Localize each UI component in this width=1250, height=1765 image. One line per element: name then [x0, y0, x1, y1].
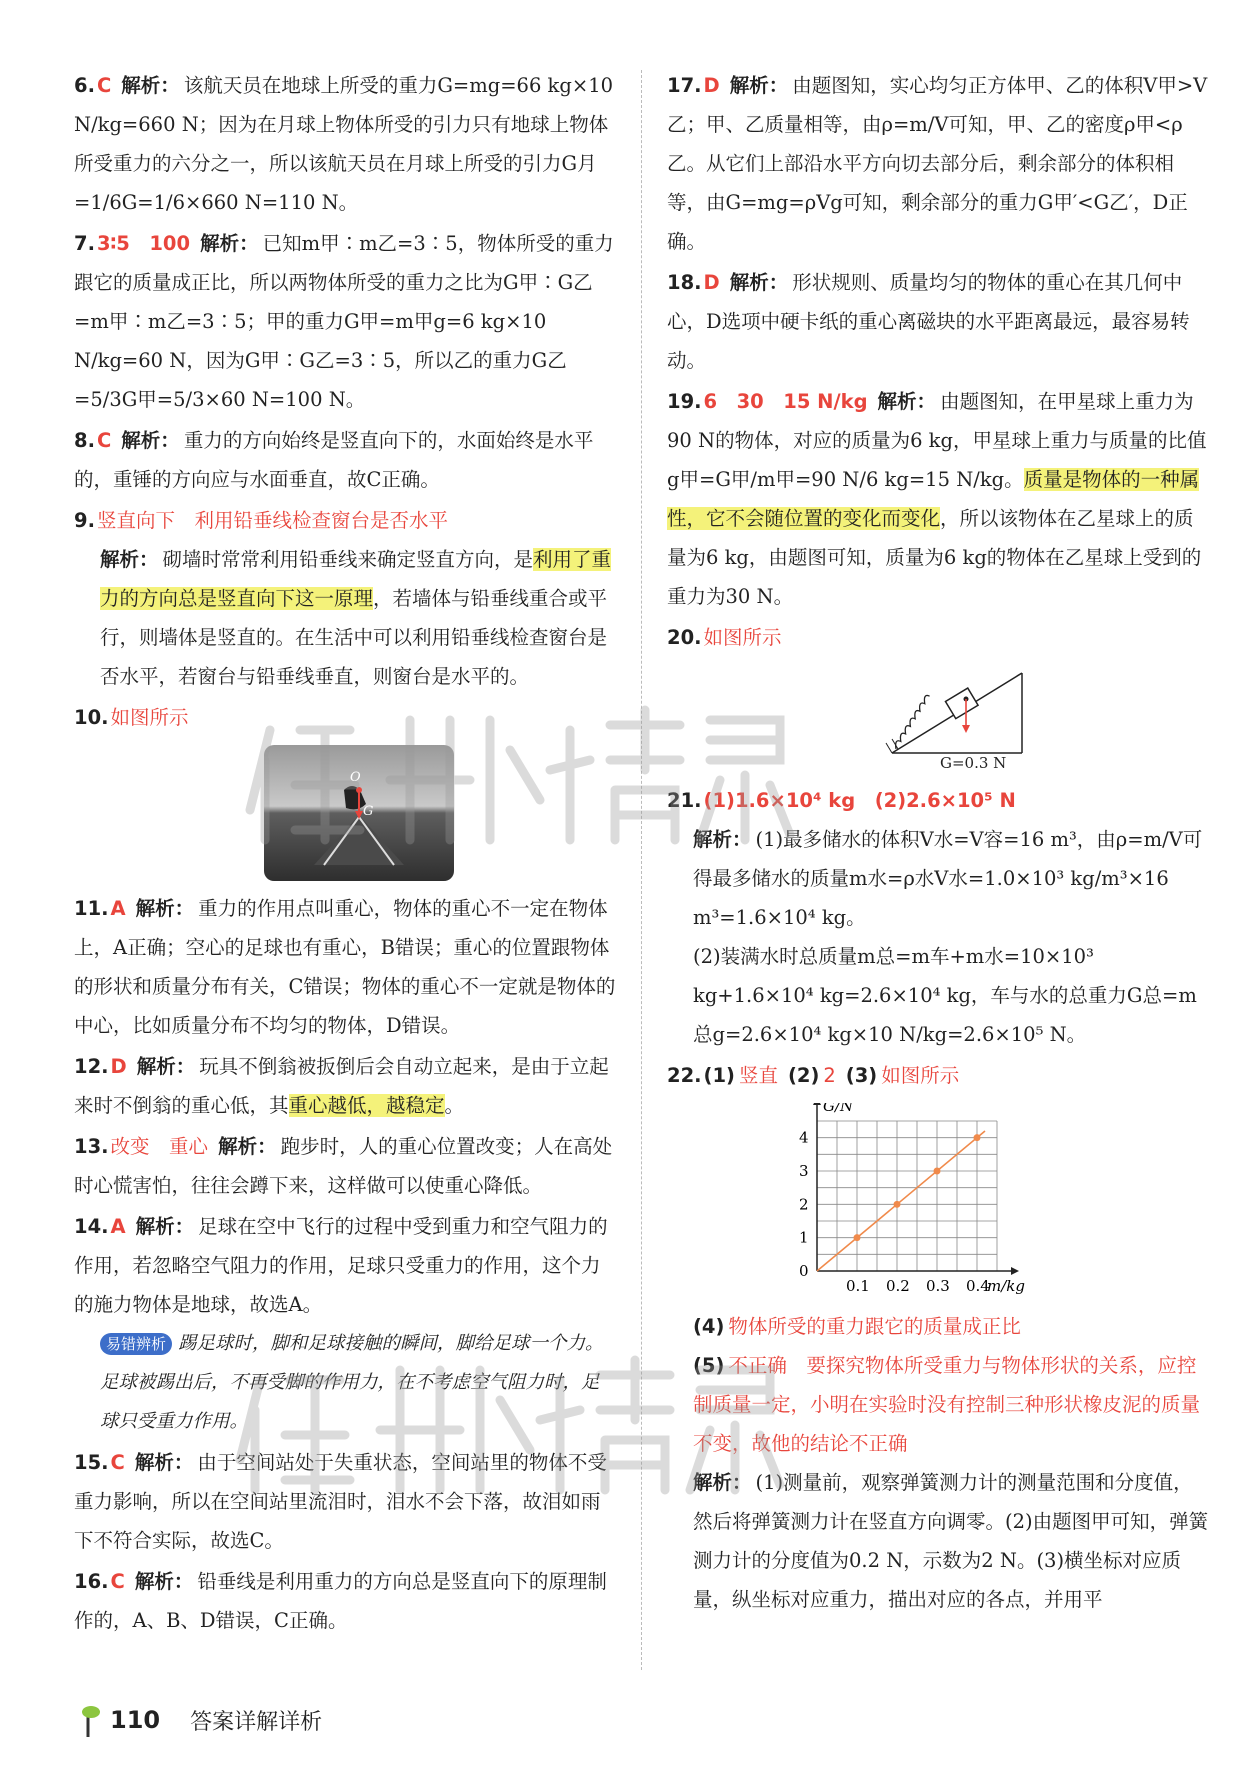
question-13	[74, 1127, 616, 1205]
left-column	[74, 66, 616, 1642]
footer-title: 答案详解详析	[190, 1709, 323, 1735]
analysis-text: 玩具不倒翁被扳倒后会自动立起来，是由于立起来时不倒翁的重心低，其	[74, 1055, 609, 1117]
question-12	[74, 1047, 616, 1125]
analysis-text: (1)测量前，观察弹簧测力计的测量范围和分度值，然后将弹簧测力计在竖直方向调零。(2)由题图甲可知，弹簧测力计的分度值为0.2 N，示数为2 N。(3)横坐标对应质量，纵坐标对应重力，描出对应的各点，并用平	[693, 1471, 1209, 1611]
answer: 如图所示	[110, 706, 189, 729]
analysis-text: 该航天员在地球上所受的重力G=mg=66 kg×10 N/kg=660 N；因为在月球上物体所受的引力只有地球上物体所受重力的六分之一，所以该航天员在月球上所受的引力G月=1/6G=1/6×660 N=110 N。	[74, 74, 614, 214]
question-22	[667, 1056, 1209, 1619]
y-axis-label: G/N	[823, 1103, 854, 1115]
y-tick-label: 3	[799, 1162, 809, 1180]
analysis-text: 跑步时，人的重心位置改变；人在高处时心慌害怕，往往会蹲下来，这样做可以使重心降低。	[74, 1135, 613, 1197]
question-18	[667, 263, 1209, 380]
question-number: 11.	[74, 897, 109, 920]
answer: C	[96, 74, 112, 97]
question-7	[74, 224, 616, 419]
question-14	[74, 1207, 616, 1441]
question-10	[74, 698, 616, 881]
question-number: 16.	[74, 1570, 109, 1593]
analysis	[74, 540, 616, 696]
answer: D	[703, 271, 720, 294]
analysis-text: 已知m甲∶m乙=3∶5，物体所受的重力跟它的质量成正比，所以两物体所受的重力之比为G甲∶G乙=m甲∶m乙=3∶5；甲的重力G甲=m甲g=6 kg×10 N/kg=60 N，因为G甲∶G乙=3∶5，所以乙的重力G乙=5/3G甲=5/3×60 N=100 N。	[74, 232, 614, 411]
part-4	[667, 1307, 1209, 1346]
answer: D	[110, 1055, 127, 1078]
x-tick-label: 0.3	[926, 1277, 950, 1295]
question-number: 8.	[74, 429, 95, 452]
chart-svg	[787, 1103, 1027, 1299]
analysis-label: 解析：	[729, 74, 789, 97]
question-number: 13.	[74, 1135, 109, 1158]
answer: 竖直	[738, 1064, 778, 1087]
y-tick-label: 1	[799, 1228, 809, 1247]
y-tick-label: 4	[799, 1128, 809, 1147]
figure-letter: G	[363, 804, 374, 819]
answer: A	[110, 1215, 126, 1238]
x-axis-label: m/kg	[987, 1277, 1025, 1295]
x-tick-label: 0.2	[886, 1277, 910, 1295]
answer: 不正确 要探究物体所受重力与物体形状的关系，应控制质量一定，小明在实验时没有控制三种形状橡皮泥的质量不变，故他的结论不正确	[693, 1354, 1201, 1455]
answer: C	[110, 1451, 125, 1474]
answer: 如图所示	[881, 1064, 960, 1087]
part-number: (2)	[787, 1064, 820, 1087]
analysis-label: 解析：	[135, 897, 195, 920]
question-number: 7.	[74, 232, 95, 255]
analysis-label: 解析：	[200, 232, 259, 255]
answer: D	[703, 74, 720, 97]
analysis-text: 重力的作用点叫重心，物体的重心不一定在物体上，A正确；空心的足球也有重心，B错误；重心的位置跟物体的形状和质量分布有关，C错误；物体的重心不一定就是物体的中心，比如质量分布不均匀的物体，D错误。	[74, 897, 616, 1037]
question-17	[667, 66, 1209, 261]
tip-badge: 易错辨析	[100, 1333, 172, 1355]
analysis-label: 解析：	[134, 1570, 194, 1593]
y-axis-arrow	[813, 1103, 821, 1105]
question-6	[74, 66, 616, 222]
part-number: (1)	[703, 1064, 735, 1087]
data-point	[934, 1168, 941, 1175]
highlighted-text: 重心越低，越稳定	[288, 1094, 445, 1117]
incline-diagram	[862, 665, 1037, 773]
part-number: (4)	[693, 1315, 725, 1338]
highlighted-text: 质量是物体的一种属性，它不会随位置的变化而变化	[667, 468, 1200, 530]
answer: 改变 重心	[110, 1135, 209, 1158]
analysis-label: 解析：	[693, 1471, 752, 1494]
analysis-label: 解析：	[729, 271, 789, 294]
question-8	[74, 421, 616, 499]
question-number: 10.	[74, 706, 109, 729]
column-divider	[641, 70, 642, 1670]
analysis-label: 解析：	[100, 548, 159, 571]
analysis	[667, 937, 1209, 1054]
chart-g-vs-m	[787, 1103, 1027, 1299]
analysis	[667, 1463, 1209, 1619]
analysis-label: 解析：	[121, 429, 180, 452]
figure-label: G=0.3 N	[940, 754, 1007, 772]
y-tick-label: 2	[799, 1195, 809, 1214]
part-5	[667, 1346, 1209, 1463]
analysis-label: 解析：	[218, 1135, 277, 1158]
question-number: 6.	[74, 74, 95, 97]
analysis-text: 砌墙时常常利用铅垂线来确定竖直方向，是	[162, 548, 534, 571]
figure-letter: O	[350, 770, 361, 785]
answer: (1)1.6×10⁴ kg (2)2.6×10⁵ N	[703, 789, 1016, 812]
analysis-text: (1)最多储水的体积V水=V容=16 m³，由ρ=m/V可得最多储水的质量m水=ρ水V水=1.0×10³ kg/m³×16 m³=1.6×10⁴ kg。	[693, 828, 1203, 929]
analysis-text: 形状规则、质量均匀的物体的重心在其几何中心，D选项中硬卡纸的重心离磁块的水平距离最远，最容易转动。	[667, 271, 1190, 372]
tip-text: 踢足球时，脚和足球接触的瞬间，脚给足球一个力。足球被踢出后，不再受脚的作用力，在不考虑空气阻力时，足球只受重力作用。	[100, 1333, 604, 1432]
analysis-text: 由于空间站处于失重状态，空间站里的物体不受重力影响，所以在空间站里流泪时，泪水不会下落，故泪如雨下不符合实际，故选C。	[74, 1451, 607, 1552]
answer: A	[110, 897, 126, 920]
data-point	[854, 1234, 861, 1241]
question-11	[74, 889, 616, 1045]
analysis-text: 铅垂线是利用重力的方向总是竖直向下的原理制作的，A、B、D错误，C正确。	[74, 1570, 607, 1632]
part-number: (5)	[693, 1354, 725, 1377]
analysis-text: ，所以该物体在乙星球上的质量为6 kg，由题图可知，质量为6 kg的物体在乙星球上受到的重力为30 N。	[667, 507, 1202, 608]
question-number: 18.	[667, 271, 702, 294]
analysis-text: 。	[444, 1094, 465, 1117]
highlighted-text: 利用了重力的方向总是竖直向下这一原理	[100, 548, 612, 610]
answer: 竖直向下 利用铅垂线检查窗台是否水平	[96, 509, 448, 532]
x-tick-label: 0.1	[846, 1277, 870, 1295]
analysis-label: 解析：	[134, 1451, 194, 1474]
question-15	[74, 1443, 616, 1560]
page-footer	[76, 1700, 322, 1740]
analysis-label: 解析：	[877, 390, 937, 413]
question-number: 12.	[74, 1055, 109, 1078]
analysis-text: 由题图知，在甲星球上重力为90 N的物体，对应的质量为6 kg，甲星球上重力与质量的比值g甲=G甲/m甲=90 N/6 kg=15 N/kg。	[667, 390, 1207, 491]
question-number: 21.	[667, 789, 702, 812]
answer: 2	[823, 1064, 836, 1087]
analysis	[667, 820, 1209, 937]
answer: 如图所示	[703, 626, 782, 649]
x-axis-arrow	[1011, 1267, 1019, 1275]
question-number: 19.	[667, 390, 702, 413]
analysis-label: 解析：	[136, 1055, 196, 1078]
question-number: 15.	[74, 1451, 109, 1474]
figure-photo-gravity	[264, 745, 454, 881]
answer: C	[110, 1570, 125, 1593]
question-21	[667, 781, 1209, 1054]
analysis-text: 由题图知，实心均匀正方体甲、乙的体积V甲>V乙；甲、乙质量相等，由ρ=m/V可知，甲、乙的密度ρ甲<ρ乙。从它们上部沿水平方向切去部分后，剩余部分的体积相等，由G=mg=ρVg可知，剩余部分的重力G甲′<G乙′，D正确。	[667, 74, 1208, 253]
photo-illustration	[264, 745, 454, 881]
analysis-text: (2)装满水时总质量m总=m车+m水=10×10³ kg+1.6×10⁴ kg=2.6×10⁴ kg，车与水的总重力G总=m总g=2.6×10⁴ kg×10 N/kg=2.6×10⁵ N。	[693, 945, 1197, 1046]
right-column	[667, 66, 1209, 1621]
question-number: 14.	[74, 1215, 109, 1238]
question-number: 20.	[667, 626, 702, 649]
answer: 6 30 15 N/kg	[703, 390, 868, 413]
question-number: 9.	[74, 509, 95, 532]
analysis-label: 解析：	[121, 74, 180, 97]
question-number: 17.	[667, 74, 702, 97]
question-19	[667, 382, 1209, 616]
question-9	[74, 501, 616, 696]
y-tick-label: 0	[799, 1262, 809, 1280]
question-number: 22.	[667, 1064, 702, 1087]
question-16	[74, 1562, 616, 1640]
question-20	[667, 618, 1209, 773]
error-tip	[74, 1324, 616, 1441]
answer: C	[96, 429, 112, 452]
analysis-label: 解析：	[693, 828, 752, 851]
analysis-text: 足球在空中飞行的过程中受到重力和空气阻力的作用，若忽略空气阻力的作用，足球只受重力的作用，这个力的施力物体是地球，故选A。	[74, 1215, 608, 1316]
analysis-label: 解析：	[135, 1215, 195, 1238]
part-number: (3)	[845, 1064, 878, 1087]
series-line	[817, 1131, 985, 1271]
answer: 3∶5 100	[96, 232, 191, 255]
figure-incline-spring	[862, 665, 1037, 773]
analysis-text: 重力的方向始终是竖直向下的，水面始终是水平的，重锤的方向应与水面垂直，故C正确。	[74, 429, 594, 491]
page-number: 110	[110, 1706, 161, 1734]
leaf-icon	[76, 1703, 102, 1737]
data-point	[974, 1134, 981, 1141]
x-tick-label: 0.4	[966, 1277, 990, 1295]
analysis-text: ，若墙体与铅垂线重合或平行，则墙体是竖直的。在生活中可以利用铅垂线检查窗台是否水平，若窗台与铅垂线垂直，则窗台是水平的。	[100, 587, 608, 688]
data-point	[894, 1201, 901, 1208]
answer: 物体所受的重力跟它的质量成正比	[728, 1315, 1021, 1338]
